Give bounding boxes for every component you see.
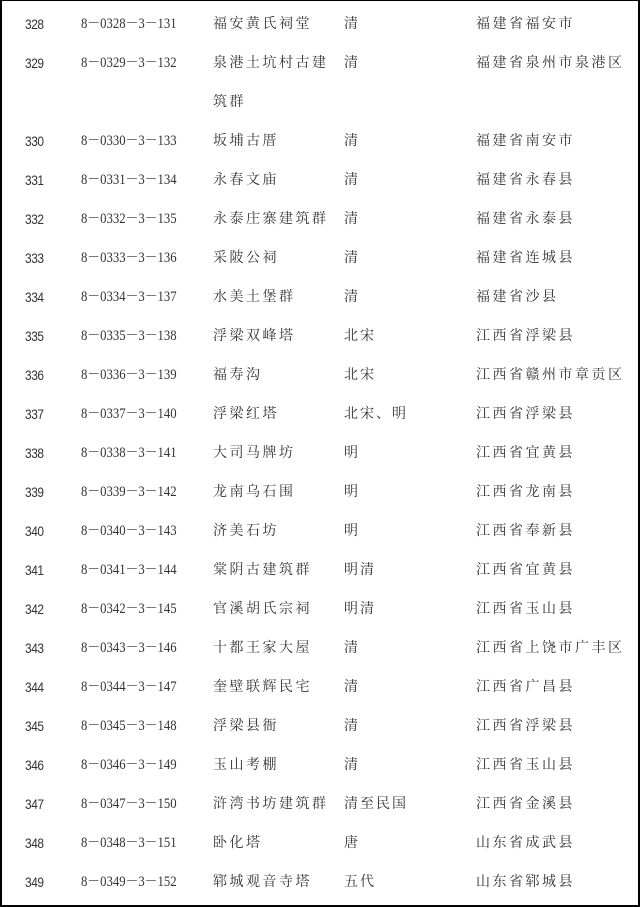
table-row (2, 479, 638, 505)
site-code: 8－0341－3－144 (81, 562, 177, 578)
table-row (2, 245, 638, 271)
site-location: 江西省玉山县 (476, 601, 575, 617)
table-row (2, 11, 638, 37)
site-name: 济美石坊 (213, 523, 279, 539)
site-era: 北宋 (344, 328, 376, 344)
site-era: 清 (344, 172, 360, 188)
site-code: 8－0332－3－135 (81, 211, 177, 227)
site-name-continued: 筑群 (213, 94, 246, 110)
site-era: 清 (344, 289, 360, 305)
site-name: 浮梁红塔 (213, 406, 279, 422)
site-era: 明 (344, 484, 360, 500)
row-number: 348 (25, 835, 44, 851)
table-row (2, 830, 638, 856)
row-number: 328 (25, 16, 44, 32)
site-era: 明 (344, 445, 360, 461)
site-name: 永泰庄寨建筑群 (213, 211, 329, 227)
site-code: 8－0338－3－141 (81, 445, 177, 461)
site-location: 山东省成武县 (476, 835, 575, 851)
row-number: 330 (25, 133, 44, 149)
row-number: 333 (25, 250, 44, 266)
site-era: 五代 (344, 874, 376, 890)
site-code: 8－0330－3－133 (81, 133, 177, 149)
site-era: 清 (344, 718, 360, 734)
site-location: 江西省奉新县 (476, 523, 575, 539)
row-number: 337 (25, 406, 44, 422)
site-era: 清至民国 (344, 796, 408, 812)
table-row (2, 206, 638, 232)
site-code: 8－0337－3－140 (81, 406, 177, 422)
site-name: 永春文庙 (213, 172, 279, 188)
site-era: 清 (344, 757, 360, 773)
site-location: 江西省金溪县 (476, 796, 575, 812)
site-name: 龙南乌石围 (213, 484, 296, 500)
site-name: 十都王家大屋 (213, 640, 312, 656)
row-number: 339 (25, 484, 44, 500)
row-number: 329 (25, 55, 44, 71)
site-code: 8－0348－3－151 (81, 835, 177, 851)
site-code: 8－0335－3－138 (81, 328, 177, 344)
site-name: 福安黄氏祠堂 (213, 16, 312, 32)
row-number: 347 (25, 796, 44, 812)
table-row (2, 674, 638, 700)
site-code: 8－0333－3－136 (81, 250, 177, 266)
site-location: 江西省宜黄县 (476, 445, 575, 461)
site-code: 8－0340－3－143 (81, 523, 177, 539)
site-name: 棠阴古建筑群 (213, 562, 312, 578)
site-location: 福建省南安市 (476, 133, 575, 149)
site-name: 浮梁县衙 (213, 718, 279, 734)
site-name: 大司马牌坊 (213, 445, 296, 461)
site-code: 8－0349－3－152 (81, 874, 177, 890)
row-number: 346 (25, 757, 44, 773)
site-location: 江西省浮梁县 (476, 718, 575, 734)
table-row (2, 869, 638, 895)
site-code: 8－0342－3－145 (81, 601, 177, 617)
row-number: 344 (25, 679, 44, 695)
table-row (2, 128, 638, 154)
row-number: 341 (25, 562, 44, 578)
site-code: 8－0344－3－147 (81, 679, 177, 695)
site-name: 玉山考棚 (213, 757, 279, 773)
site-era: 清 (344, 211, 360, 227)
site-location: 江西省浮梁县 (476, 406, 575, 422)
site-era: 明清 (344, 562, 376, 578)
site-code: 8－0334－3－137 (81, 289, 177, 305)
site-code: 8－0345－3－148 (81, 718, 177, 734)
site-name: 采陂公祠 (213, 250, 279, 266)
row-number: 349 (25, 874, 44, 890)
row-number: 334 (25, 289, 44, 305)
row-number: 340 (25, 523, 44, 539)
table-row (2, 401, 638, 427)
row-number: 343 (25, 640, 44, 656)
site-era: 清 (344, 55, 360, 71)
table-row (2, 596, 638, 622)
site-location: 福建省福安市 (476, 16, 575, 32)
site-code: 8－0329－3－132 (81, 55, 177, 71)
table-row-continuation (2, 89, 638, 115)
site-location: 山东省郓城县 (476, 874, 575, 890)
table-row (2, 323, 638, 349)
site-code: 8－0347－3－150 (81, 796, 177, 812)
site-location: 江西省龙南县 (476, 484, 575, 500)
site-location: 江西省浮梁县 (476, 328, 575, 344)
site-era: 清 (344, 640, 360, 656)
site-location: 江西省宜黄县 (476, 562, 575, 578)
site-name: 卧化塔 (213, 835, 263, 851)
site-era: 唐 (344, 835, 360, 851)
site-location: 福建省永泰县 (476, 211, 575, 227)
site-location: 福建省泉州市泉港区 (476, 55, 625, 71)
site-name: 浮梁双峰塔 (213, 328, 296, 344)
row-number: 345 (25, 718, 44, 734)
table-row (2, 635, 638, 661)
site-location: 江西省赣州市章贡区 (476, 367, 625, 383)
table-row (2, 440, 638, 466)
site-era: 北宋 (344, 367, 376, 383)
site-name: 奎壁联辉民宅 (213, 679, 312, 695)
table-row (2, 167, 638, 193)
row-number: 342 (25, 601, 44, 617)
site-code: 8－0331－3－134 (81, 172, 177, 188)
site-location: 福建省连城县 (476, 250, 575, 266)
table-row (2, 557, 638, 583)
site-location: 江西省上饶市广丰区 (476, 640, 625, 656)
table-row (2, 362, 638, 388)
site-name: 泉港土坑村古建 (213, 55, 329, 71)
table-row (2, 713, 638, 739)
table-row (2, 752, 638, 778)
site-name: 官溪胡氏宗祠 (213, 601, 312, 617)
site-era: 清 (344, 250, 360, 266)
site-era: 清 (344, 133, 360, 149)
site-location: 福建省沙县 (476, 289, 559, 305)
row-number: 331 (25, 172, 44, 188)
site-location: 江西省玉山县 (476, 757, 575, 773)
site-name: 浒湾书坊建筑群 (213, 796, 329, 812)
site-code: 8－0339－3－142 (81, 484, 177, 500)
site-location: 江西省广昌县 (476, 679, 575, 695)
site-era: 清 (344, 679, 360, 695)
site-era: 明 (344, 523, 360, 539)
table-row (2, 791, 638, 817)
table-row (2, 518, 638, 544)
row-number: 338 (25, 445, 44, 461)
site-location: 福建省永春县 (476, 172, 575, 188)
site-era: 北宋、明 (344, 406, 408, 422)
row-number: 332 (25, 211, 44, 227)
site-era: 清 (344, 16, 360, 32)
table-row (2, 284, 638, 310)
site-name: 郓城观音寺塔 (213, 874, 312, 890)
site-code: 8－0343－3－146 (81, 640, 177, 656)
site-code: 8－0336－3－139 (81, 367, 177, 383)
row-number: 335 (25, 328, 44, 344)
site-name: 坂埔古厝 (213, 133, 279, 149)
site-name: 水美土堡群 (213, 289, 296, 305)
site-code: 8－0346－3－149 (81, 757, 177, 773)
site-code: 8－0328－3－131 (81, 16, 177, 32)
site-name: 福寿沟 (213, 367, 263, 383)
row-number: 336 (25, 367, 44, 383)
site-era: 明清 (344, 601, 376, 617)
table-row (2, 50, 638, 76)
